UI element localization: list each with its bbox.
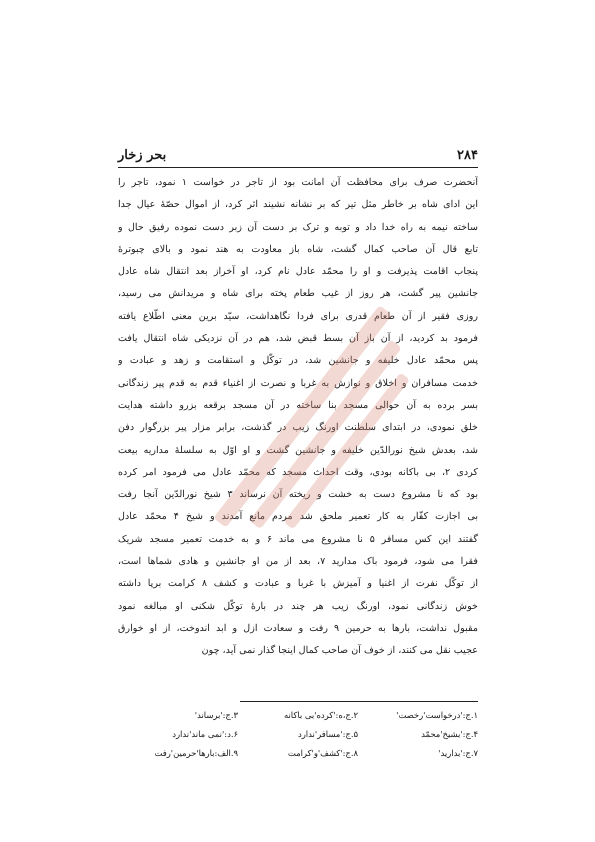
- footnote: ۶.د:'نمی ماند'ندارد: [172, 729, 238, 739]
- footnote: ۷.ج:'بدارید': [438, 748, 478, 758]
- footnote: ۵.ج:'مسافر'ندارد: [298, 729, 358, 739]
- text-line: فرمود بد کردید، از آن باز آن بسط قبض شد، هم در آن نزدیکی شاه انتقال یافت: [118, 333, 478, 345]
- text-line: تابع قال آن صاحب کمال گشت، شاه باز معاودت به هند نمود و بالای چبوترهٔ: [118, 243, 478, 255]
- text-line: گفتند این کس مسافر ۵ نا مشروع می ماند ۶ و به خدمت تعمیر مسجد شریک: [118, 533, 478, 545]
- main-text: [118, 172, 478, 663]
- text-line: ساخته نیمه به راه خدا داد و توبه و ترک بر دست آن زبر دست نموده رفیق حال و: [118, 221, 478, 233]
- footnote: ۹.الف:بارها'حرمین'رفت: [154, 748, 238, 758]
- text-line: بی اجازت کفّار به کار تعمیر ملحق شد مردم مانع آمدند و شیخ ۴ محمّد عادل: [118, 511, 478, 523]
- footnote: ۴.ج:'بشیخ'محمّد: [421, 729, 478, 739]
- footnote-rule: [240, 701, 478, 702]
- footnote-row: [118, 706, 478, 725]
- footnote: ۳.ج:'برساند': [194, 710, 238, 720]
- running-title: بحر زخار: [118, 148, 167, 163]
- header-rule: [118, 167, 478, 168]
- text-line: پنجاب اقامت پذیرفت و او را محمّد عادل نام کرد، او آخراز بعد انتقال شاه عادل: [118, 266, 478, 278]
- text-line: خدمت مسافران و اخلاق و نوازش به غربا و نصرت از اغنیاء قدم به قدم پیر زندگانی: [118, 377, 478, 389]
- text-line: آنحضرت صرف برای محافظت آن امانت بود از تاجر در خواست ۱ نمود، تاجر را: [118, 177, 478, 188]
- text-line: جانشین پیر گشت، هر روز از غیب طعام پخته برای شاه و مریدانش می رسید،: [118, 288, 478, 300]
- footnote: ۸.ج:'کشف'و'کرامت: [287, 748, 358, 758]
- page-number: ۲۸۴: [457, 148, 478, 163]
- page-header: [118, 148, 478, 166]
- text-line: بود که نا مشروع دست به خشت و ریخته آن نرساند ۳ شیخ نورالدّین آنجا رفت: [118, 489, 478, 501]
- text-line: روزی فقیر از آن طعام قدری برای فردا نگاهداشت، سیّد برین معنی اطّلاع یافته: [118, 310, 478, 322]
- footnote: ۱.ج:'درخواست'رخصت': [396, 710, 478, 720]
- text-line: این ادای شاه بر خاطر مثل تیر که بر نشانه نشیند اثر کرد، از اموال حصّهٔ عیال جدا: [118, 199, 478, 211]
- text-line: خلق نمودی، در ابتدای سلطنت اورنگ زیب در گذشت، برابر مزار پیر بزرگوار دفن: [118, 422, 478, 434]
- footnote: ۲.ج،ه:'کرده'بی باکانه: [283, 710, 358, 720]
- text-line: فقرا می شود، فرمود باک مدارید ۷، بعد از من او جانشین و هادی شماها است،: [118, 556, 478, 568]
- text-line: بسر برده به آن حوالی مسجد بنا ساخته در آن مسجد برقعه بزرو داشته هدایت: [118, 399, 478, 411]
- footnotes: [118, 706, 478, 763]
- text-line: از توکّل نفرت از اغنیا و آمیزش با غربا و عبادت و کشف ۸ کرامت برپا داشته: [118, 578, 478, 590]
- text-line: مقبول نداشت، بارها به حرمین ۹ رفت و سعادت ازل و ابد اندوخت، از او خوارق: [118, 622, 478, 634]
- text-line: کردی ۲، بی باکانه بودی، وقت احداث مسجد که محمّد عادل می فرمود امر کرده: [118, 466, 478, 478]
- text-line: عجیب نقل می کنند، از خوف آن صاحب کمال اینجا گذار نمی آید، چون: [201, 645, 478, 657]
- text-line: پس محمّد عادل خلیفه و جانشین شد، در توکّل و استقامت و زهد و عبادت و: [118, 355, 478, 367]
- text-line: شد، بعدش شیخ نورالدّین خلیفه و جانشین گشت و او اوّل به سلسلهٔ مداریه بیعت: [118, 444, 478, 456]
- text-line: خوش زندگانی نمود، اورنگ زیب هر چند در بارهٔ توکّل شکنی او مبالغه نمود: [118, 600, 478, 612]
- footnote-row: [118, 725, 478, 744]
- footnote-row: [118, 744, 478, 763]
